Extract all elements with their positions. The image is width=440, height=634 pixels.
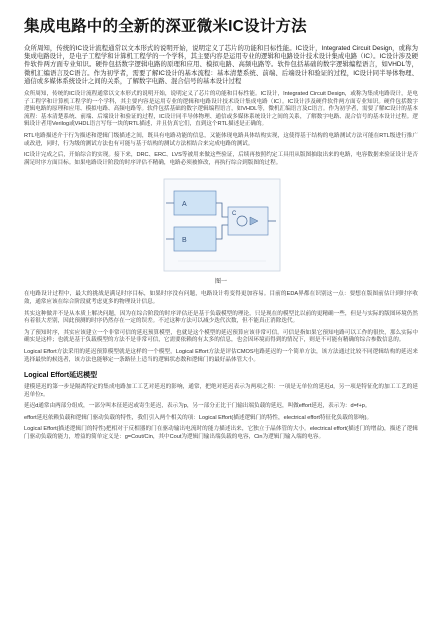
circuit-diagram bbox=[162, 177, 282, 273]
figure-caption: 图一 bbox=[214, 279, 227, 286]
body-paragraph-9: 延迟d通常由两部分组成，一部分叫本征延迟或寄生延迟，表示为p，另一部分正比于门输出端负载的延迟，叫做effort延迟，表示为：d=f+p。 bbox=[24, 403, 371, 410]
body-paragraph-5: 其实这种做并不是从本质上解决问题，因为在综合阶段的时序评估还是基于负载模型的理论，只是现在的模型比以前的更精确一些，但是与实际的版图环境仍然有着很大差别，因此预测的时序仍然存在一定的误差。不过这种方法可以减少迭代次数，但不能真正消除迭代。 bbox=[24, 310, 418, 325]
figure-label-b: B bbox=[182, 237, 187, 245]
body-paragraph-3: IC设计完成之后，开始综合的实现。接下来，DRC、ERC、LVS等被用来做这些验证，后续再按照约定工具用从版图抽取出来的电路，电容数据来验证设计是否满足时序方面目标。如果电路设计阶段的时序评估不精确，电路必须被修改，再执行综合到版图的过程。 bbox=[24, 152, 418, 166]
body-paragraph-11: Logical Effort(描述逻辑门的特性)把相对于反相器的门在驱动输出电流时的能力描述出来，它独立于晶体管的大小。electrical effort(描述门的增益)，描述了逻辑门驱动负载的能力，增益的简单定义是：g=Cout/Cin，其中Cout为逻辑门输出端负载的电容，Cin为逻辑门输入端的电容。 bbox=[24, 426, 418, 441]
body-paragraph-1: 众所周知，传统的IC设计流程通常以文本形式的说明开始，说明定义了芯片的功能和目标性能。IC设计，Integrated Circuit Design，或称为集成电路设计，是电子工程学和计算机工程学的一个学科，其主要内容是运用专业的逻辑和电路设计技术设计集成电路（IC）。IC设计涉及硬件软件两方面专业知识。硬件包括数字逻辑电路的原理和应用、模拟电路、高频电路等。软件包括基础的数字逻辑编程语言，如VHDL等，微机汇编语言及C语言。作为初学者，需要了解IC设计的基本流程：基本清楚系统、前端、后端设计和验证的过程，IC设计同半导体物理、通信或多媒体系统设计之间的关系，了解数字电路、混合信号的基本设计过程。逻辑设计者用Verilog或VHDL语言写每一块的RTL描述，并且仿真它们，直到这个RTL描述是正确的。 bbox=[24, 91, 418, 128]
body-paragraph-4: 在电路设计过程中，最大的挑战是满足时序目标，如果时序没有问题，电路设计将变得更加容易。目前的EDA界都在识别这一点：要想在版图前估计到时序收敛，通常应该在综合阶段就考虑更多的物理设计信息。 bbox=[24, 291, 418, 305]
page-title: 集成电路中的全新的深亚微米IC设计方法 bbox=[24, 18, 307, 35]
body-paragraph-10: effort延迟依赖负载和逻辑门驱动负载的特性，我们引入两个相关的项：Logical Effort(描述逻辑门的特性，electrical effort特征化负载的影响)。 bbox=[24, 414, 373, 421]
body-paragraph-7: Logical Effort方法采用的延迟预算模型就是这样的一个模型，Logical Effort方法是评估CMOS电路延迟的一个简单方法，该方法通过比较不同逻辑结构的延迟来选择最快的候选者，该方法也能够定一条路径上适当的逻辑状态数和逻辑门的最好晶体管大小。 bbox=[24, 348, 418, 363]
circuit-figure bbox=[162, 177, 282, 273]
body-paragraph-6: 为了预知时序，其实应该建立一个非常可信的延迟预算模型，也就是这个模型的延迟预算应该非常可信。可信是指如果它预知电路可以工作的很快，那么实际中确实是这样；也就是基于负载模型的方法不是非常可信，它需要依赖的有太多的信息，也会因环境而得到的情况下，则是不可能有精确的综合参数信息的。 bbox=[24, 329, 418, 344]
figure-label-a: A bbox=[182, 201, 187, 209]
section-heading: Logical Effort延迟模型 bbox=[24, 372, 98, 380]
body-paragraph-2: RTL电路描述介于行为描述和逻辑门级描述之间，既具有电路功能的信息，又能体现电路具体结构实现，这使得基于结构的电路测试方法可能在RTL级进行推广或改进，同时，行为级的测试方法也有可能与基于结构的测试方法相结合来完成电路的测试。 bbox=[24, 132, 418, 147]
block-a bbox=[174, 191, 216, 215]
body-paragraph-8: 建模延迟的第一步是隔离特定的集成电路加工工艺对延迟的影响，通常，把绝对延迟表示为两项之积：一项是无单位的延迟d，另一项是特征化的加工工艺的延迟单位τ。 bbox=[24, 384, 418, 398]
figure-label-c: C bbox=[232, 211, 237, 218]
intro-paragraph: 众所周知，传统的IC设计流程通常以文本形式的说明开始，说明定义了芯片的功能和目标性能。IC设计，Integrated Circuit Design，或称为集成电路设计，是电子工程学和计算机工程学的一个学科，其主要内容是运用专业的逻辑和电路设计技术设计集成电路（IC）。IC设计涉及硬件软件两方面专业知识。硬件包括数字逻辑电路的原理和应用、模拟电路、高频电路等。软件包括基础的数字逻辑编程语言，如VHDL等，微机汇编语言及C语言。作为初学者，需要了解IC设计的基本流程：基本清楚系统、前端、后端设计和验证的过程，IC设计同半导体物理、通信或多媒体系统设计之间的关系，了解数字电路、混合信号的基本设计过程 bbox=[24, 45, 418, 85]
document-page bbox=[0, 14, 440, 634]
block-b bbox=[174, 227, 216, 251]
